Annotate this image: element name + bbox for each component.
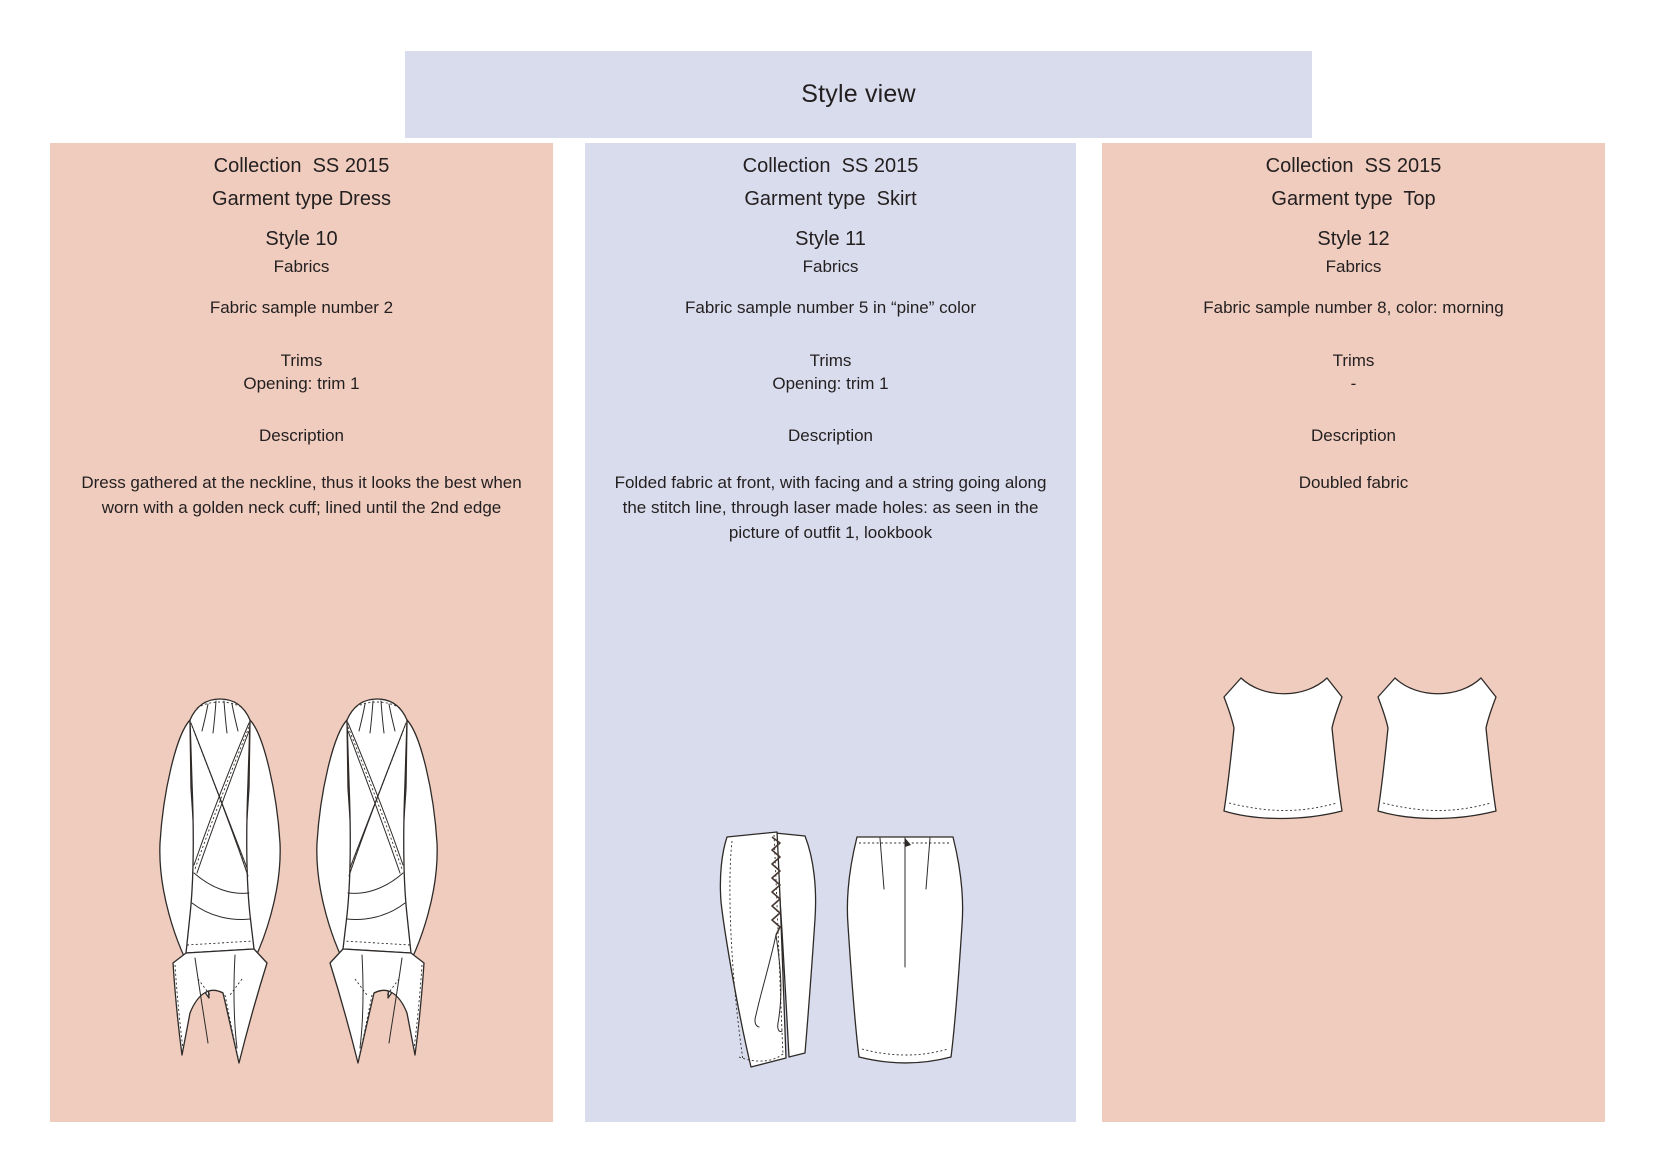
garment-type-label: Garment type Dress [212,188,391,210]
top-front-view [1224,678,1342,819]
trims-heading: Trims [280,351,323,370]
collection-label: Collection SS 2015 [742,155,919,177]
garment-type-label: Garment type Skirt [744,188,917,210]
garment-type-label: Garment type Top [1271,188,1436,210]
dress-front-view [160,699,280,1063]
fabrics-heading: Fabrics [273,257,330,276]
collection-label: Collection SS 2015 [1265,155,1442,177]
description-heading: Description [258,426,345,445]
description-heading: Description [787,426,874,445]
trims-value: Opening: trim 1 [772,374,889,393]
description-text: Folded fabric at front, with facing and a string going along the stitch line, through laser made holes: as seen in the picture of outfit 1, lookbook [614,473,1052,542]
collection-label: Collection SS 2015 [213,155,390,177]
description-text: Dress gathered at the neckline, thus it looks the best when worn with a golden neck cuff; lined until the 2nd edge [81,473,527,517]
skirt-back-view [847,837,962,1063]
fabric-sample-value: Fabric sample number 8, color: morning [1203,298,1504,317]
style-number: Style 11 [795,228,866,250]
fabrics-heading: Fabrics [1325,257,1382,276]
fabrics-heading: Fabrics [802,257,859,276]
panel-skirt [585,143,1076,1122]
trims-heading: Trims [1332,351,1375,370]
panel-dress [50,143,553,1122]
skirt-technical-sketch [715,827,965,1075]
dress-back-view [317,699,437,1063]
style-number: Style 12 [1317,228,1390,250]
panel-top [1102,143,1605,1122]
dress-technical-sketch [150,693,447,1068]
skirt-front-view [720,832,815,1067]
description-heading: Description [1310,426,1397,445]
fabric-sample-value: Fabric sample number 5 in “pine” color [684,298,976,317]
trims-value: - [1350,374,1357,393]
style-number: Style 10 [265,228,338,250]
top-technical-sketch [1215,672,1507,822]
fabric-sample-value: Fabric sample number 2 [209,298,394,317]
description-text: Doubled fabric [1298,473,1409,492]
trims-heading: Trims [809,351,852,370]
trims-value: Opening: trim 1 [243,374,360,393]
top-back-view [1378,678,1496,819]
header-bar [405,51,1312,138]
page-title: Style view [801,80,916,108]
